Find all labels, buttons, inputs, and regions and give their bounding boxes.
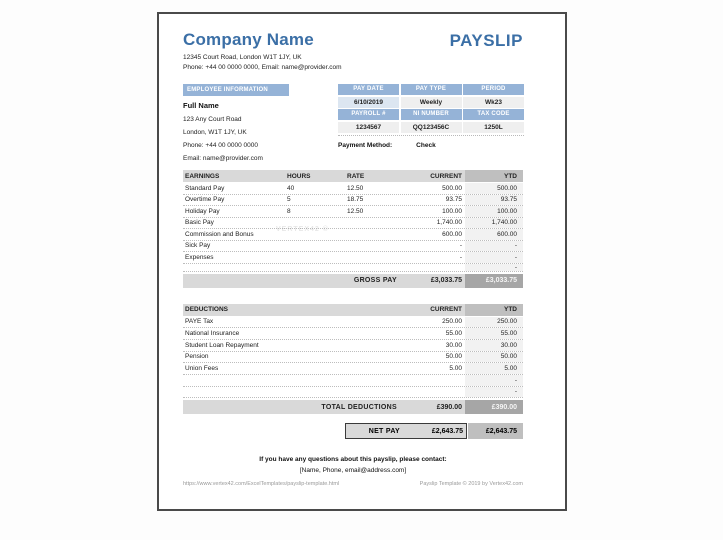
earnings-row: Expenses - - <box>183 252 523 264</box>
gross-pay-row <box>183 274 523 288</box>
gross-pay-label: GROSS PAY <box>353 277 397 284</box>
contact-note-line1: If you have any questions about this payslip, please contact: <box>259 456 447 464</box>
payment-method-label: Payment Method: <box>338 141 393 149</box>
employee-name: Full Name <box>183 101 219 110</box>
employee-info-block <box>183 84 338 162</box>
contact-note <box>183 456 523 474</box>
tax-code-header: TAX CODE <box>463 109 524 120</box>
payment-method-value: Check <box>416 141 436 149</box>
hours-col-header: HOURS <box>287 172 311 180</box>
earnings-row: Commission and Bonus 600.00 600.00 <box>183 229 523 241</box>
earnings-row: Overtime Pay 5 18.75 93.75 93.75 <box>183 195 523 207</box>
page-footer <box>183 481 523 487</box>
document-header <box>183 30 523 71</box>
info-section <box>183 84 523 162</box>
tax-code-value: 1250L <box>463 122 524 133</box>
contact-note-line2: [Name, Phone, email@address.com] <box>299 466 407 474</box>
pay-info-block <box>338 84 524 162</box>
ni-number-header: NI NUMBER <box>401 109 462 120</box>
deductions-col-header: DEDUCTIONS <box>185 306 228 313</box>
ytd-col-header: YTD <box>465 304 523 316</box>
company-name: Company Name <box>183 30 314 49</box>
template-url-link[interactable]: https://www.vertex42.com/ExcelTemplates/payslip-template.html <box>183 481 340 487</box>
deductions-header-row <box>183 304 523 316</box>
company-address: 12345 Court Road, London W1T 1JY, UK <box>183 53 302 61</box>
ytd-col-header: YTD <box>465 170 523 182</box>
employee-info-header: EMPLOYEE INFORMATION <box>183 84 289 96</box>
payroll-number-header: PAYROLL # <box>338 109 399 120</box>
gross-pay-current: £3,033.75 <box>430 277 462 284</box>
total-deductions-current: £390.00 <box>436 403 462 411</box>
company-block <box>183 30 342 71</box>
net-pay-current: £2,643.75 <box>431 427 463 435</box>
pay-info-table <box>338 84 524 136</box>
employee-phone: Phone: +44 00 0000 0000 <box>183 142 259 149</box>
net-pay-box <box>345 423 467 439</box>
payment-method-row <box>338 142 524 149</box>
pay-date-value: 6/10/2019 <box>338 97 399 108</box>
company-contact: Phone: +44 00 0000 0000, Email: name@provider.com <box>183 64 342 71</box>
total-deductions-label: TOTAL DEDUCTIONS <box>321 403 397 411</box>
current-col-header: CURRENT <box>430 172 462 180</box>
pay-date-header: PAY DATE <box>338 84 399 95</box>
period-value: Wk23 <box>463 97 524 108</box>
total-deductions-ytd: £390.00 <box>465 400 523 414</box>
deduction-row: Pension 50.00 50.00 <box>183 352 523 364</box>
net-pay-label: NET PAY <box>368 427 400 435</box>
net-pay-ytd: £2,643.75 <box>468 423 523 439</box>
deduction-row: National Insurance 55.00 55.00 <box>183 328 523 340</box>
pay-type-value: Weekly <box>401 97 462 108</box>
earnings-row: Basic Pay 1,740.00 1,740.00 <box>183 218 523 230</box>
pay-type-header: PAY TYPE <box>401 84 462 95</box>
payroll-number-value: 1234567 <box>338 122 399 133</box>
employee-address-line1: 123 Any Court Road <box>183 116 242 123</box>
earnings-row: Standard Pay 40 12.50 500.00 500.00 <box>183 183 523 195</box>
rate-col-header: RATE <box>347 172 365 180</box>
copyright-text: Payslip Template © 2019 by Vertex42.com <box>419 481 523 487</box>
total-deductions-row <box>183 400 523 414</box>
employee-address-line2: London, W1T 1JY, UK <box>183 129 247 136</box>
employee-email: Email: name@provider.com <box>183 155 263 162</box>
earnings-col-header: EARNINGS <box>185 172 220 180</box>
earnings-table <box>183 170 523 288</box>
deduction-row: PAYE Tax 250.00 250.00 <box>183 317 523 329</box>
earnings-row-empty: - <box>183 264 523 272</box>
page-title: PAYSLIP <box>449 31 523 50</box>
payslip-page <box>157 12 567 511</box>
earnings-header-row <box>183 170 523 182</box>
period-header: PERIOD <box>463 84 524 95</box>
deduction-row: Student Loan Repayment 30.00 30.00 <box>183 340 523 352</box>
net-pay-row <box>345 423 523 439</box>
current-col-header: CURRENT <box>430 306 462 313</box>
deduction-row: Union Fees 5.00 5.00 <box>183 363 523 375</box>
ni-number-value: QQ123456C <box>401 122 462 133</box>
watermark: VERTEX42 © <box>276 226 329 233</box>
earnings-row: Sick Pay - - <box>183 241 523 253</box>
gross-pay-ytd: £3,033.75 <box>465 274 523 288</box>
earnings-row: Holiday Pay 8 12.50 100.00 100.00 <box>183 206 523 218</box>
deductions-table <box>183 304 523 415</box>
deduction-row-empty: - <box>183 375 523 387</box>
deduction-row-empty: - <box>183 387 523 399</box>
